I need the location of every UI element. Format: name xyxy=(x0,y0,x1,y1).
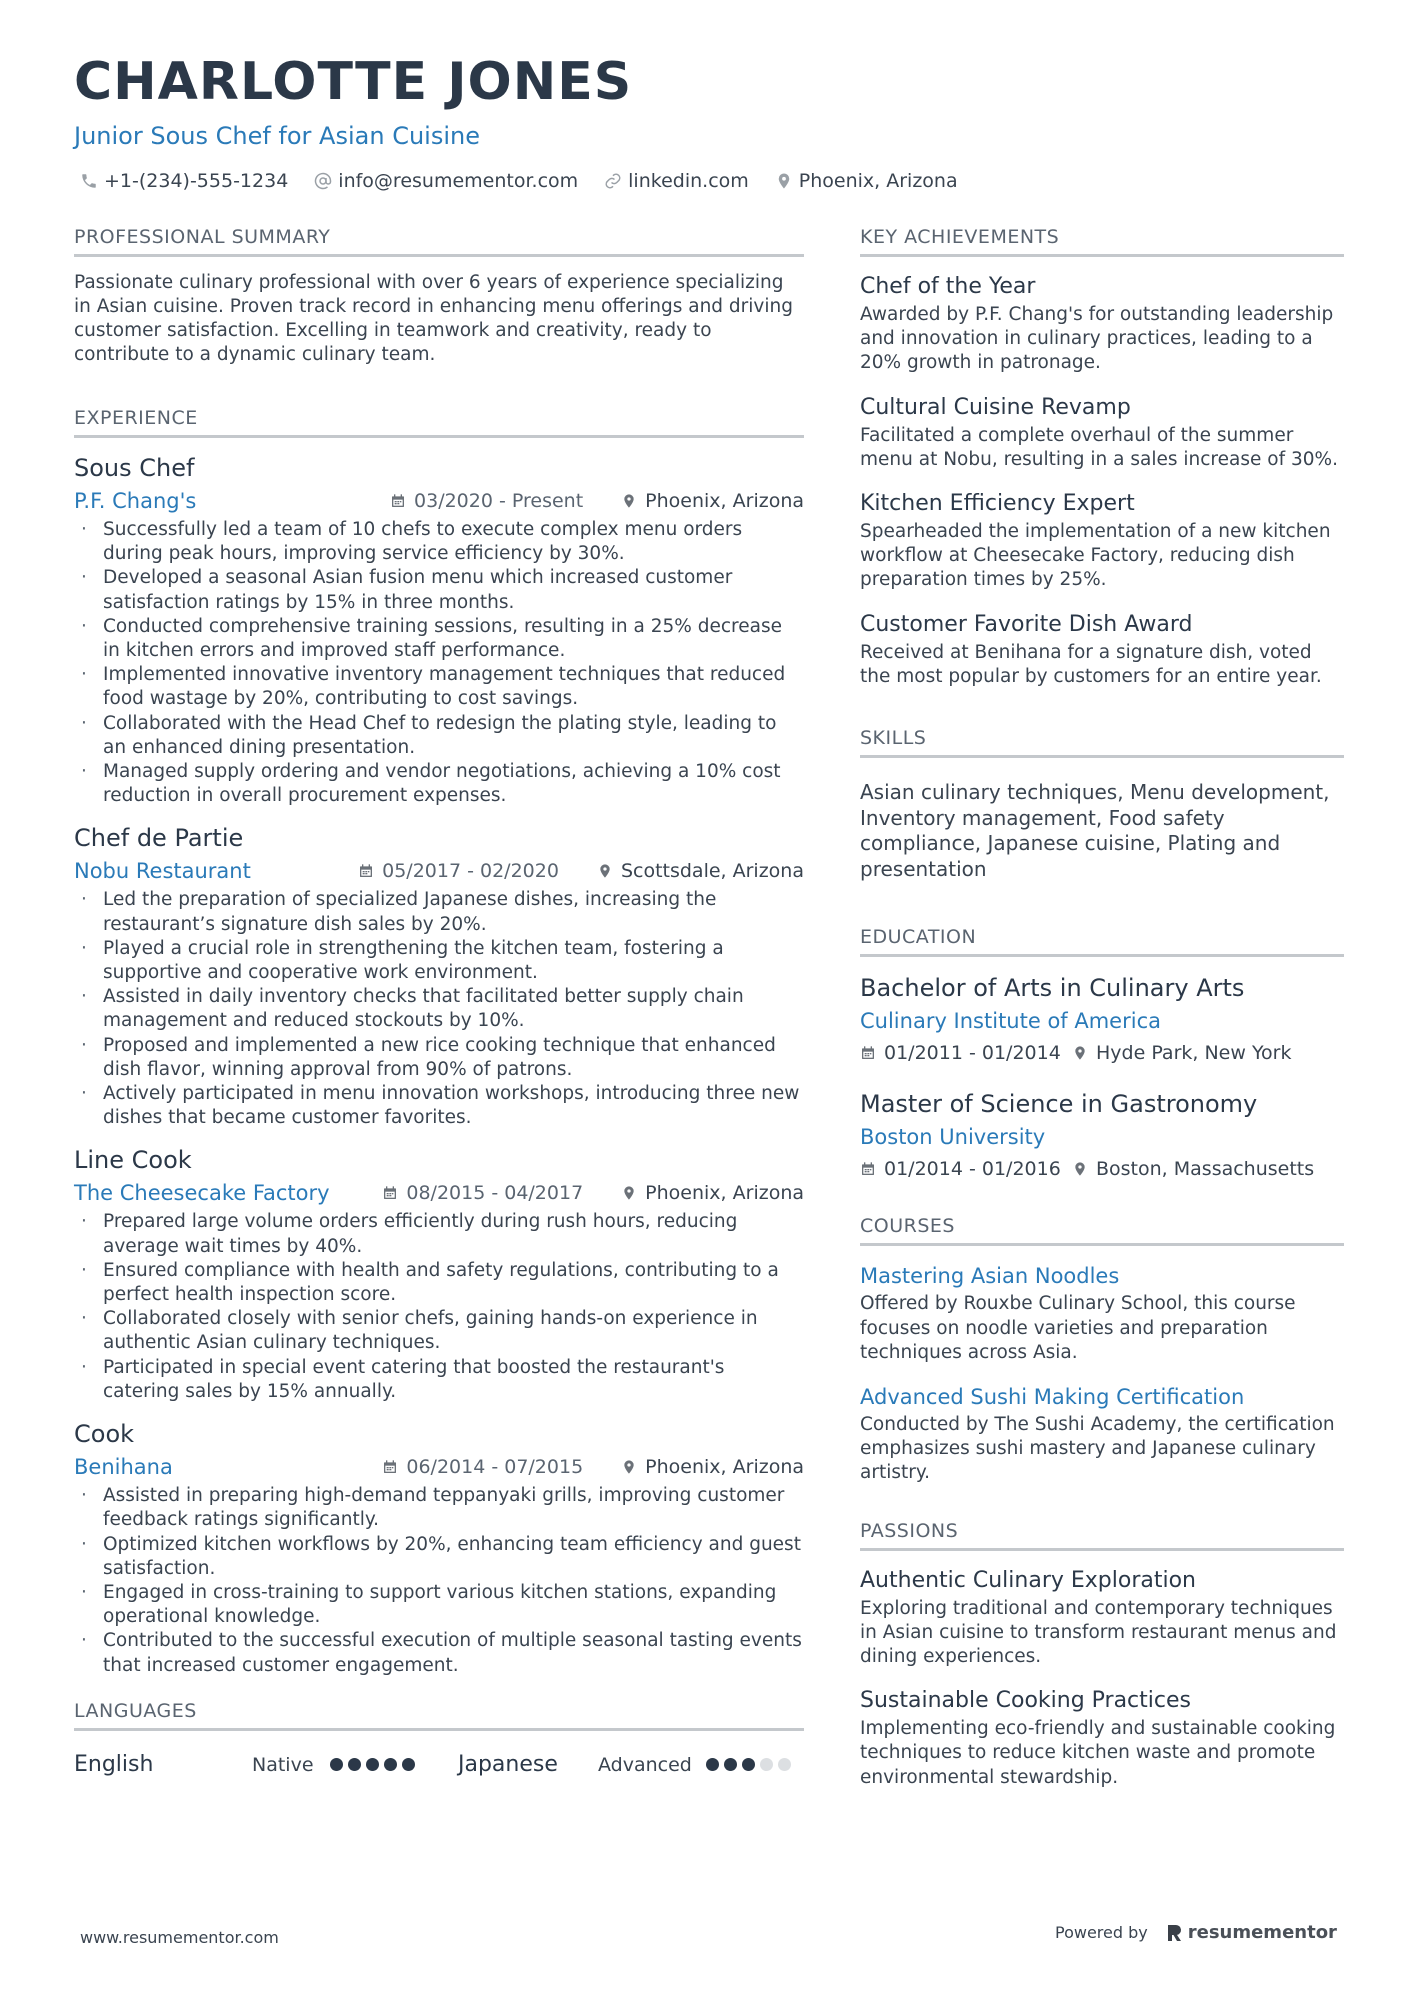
job-title: Line Cook xyxy=(74,1146,192,1175)
map-pin-icon xyxy=(621,493,637,509)
job-dates: 08/2015 - 04/2017 xyxy=(406,1182,584,1205)
education-dates: 01/2011 - 01/2014 xyxy=(884,1042,1061,1065)
job-meta-line xyxy=(74,1176,804,1210)
experience-heading: EXPERIENCE xyxy=(74,407,804,438)
brand-name: resumementor xyxy=(1187,1922,1337,1943)
rating-dot-filled xyxy=(706,1758,719,1771)
passion-desc: Exploring traditional and contemporary techniques in Asian cuisine to transform restaurant menus and dining experiences. xyxy=(860,1597,1337,1668)
job-company: P.F. Chang's xyxy=(74,489,197,513)
job-company: Nobu Restaurant xyxy=(74,859,251,884)
education-degree: Master of Science in Gastronomy xyxy=(860,1090,1258,1119)
job-bullet: · Assisted in daily inventory checks that facilitated better supply chain management and reduced stockouts by 10%. xyxy=(74,985,804,1033)
passion-item xyxy=(860,1685,1344,1790)
job-meta xyxy=(390,490,804,512)
rating-dot-filled xyxy=(330,1758,343,1771)
job-title: Cook xyxy=(74,1420,135,1449)
job-bullet: · Participated in special event catering that boosted the restaurant's catering sales by 15% annually. xyxy=(74,1356,804,1404)
achievement-item xyxy=(860,488,1344,593)
course-desc: Offered by Rouxbe Culinary School, this course focuses on noodle varieties and preparation techniques across Asia. xyxy=(860,1293,1296,1363)
job-entry xyxy=(74,1418,804,1678)
courses-list xyxy=(860,1260,1344,1485)
job-bullet: · Developed a seasonal Asian fusion menu which increased customer satisfaction ratings by 15% in three months. xyxy=(74,566,804,614)
rating-dot-empty xyxy=(778,1758,791,1771)
passion-title: Sustainable Cooking Practices xyxy=(860,1688,1191,1714)
calendar-icon xyxy=(390,493,406,509)
experience-list xyxy=(74,452,804,1678)
education-dates: 01/2014 - 01/2016 xyxy=(884,1158,1061,1181)
job-dates: 05/2017 - 02/2020 xyxy=(382,860,559,883)
calendar-icon xyxy=(382,1459,398,1475)
job-bullet: · Successfully led a team of 10 chefs to execute complex menu orders during peak hours, improving service efficiency by 30%. xyxy=(74,518,804,566)
map-pin-icon xyxy=(1072,1045,1088,1061)
at-icon xyxy=(314,172,332,190)
job-entry xyxy=(74,452,804,808)
job-bullet: · Actively participated in menu innovation workshops, introducing three new dishes that became customer favorites. xyxy=(74,1082,804,1130)
right-column xyxy=(860,226,1344,1806)
job-bullets xyxy=(74,518,804,808)
contact-email[interactable] xyxy=(314,170,578,192)
rating-dot-filled xyxy=(402,1758,415,1771)
achievements-heading: KEY ACHIEVEMENTS xyxy=(860,226,1344,257)
candidate-title: Junior Sous Chef for Asian Cuisine xyxy=(74,122,480,150)
footer-website[interactable]: www.resumementor.com xyxy=(80,1928,279,1947)
education-location: Hyde Park, New York xyxy=(1096,1042,1292,1065)
job-meta xyxy=(358,860,804,882)
achievement-desc: Received at Benihana for a signature dish, voted the most popular by customers for an entire year. xyxy=(860,641,1322,687)
phone-icon xyxy=(80,172,98,190)
achievement-desc: Awarded by P.F. Chang's for outstanding leadership and innovation in culinary practices, leading to a 20% growth in patronage. xyxy=(860,304,1334,374)
languages-heading: LANGUAGES xyxy=(74,1700,804,1731)
skills-text: Asian culinary techniques, Menu development, Inventory management, Food safety compliance, Japanese cuisine, Plating and presentation xyxy=(860,780,1330,881)
passion-desc: Implementing eco-friendly and sustainable cooking techniques to reduce kitchen waste and promote environmental stewardship. xyxy=(860,1718,1336,1788)
map-pin-icon xyxy=(621,1459,637,1475)
education-item xyxy=(860,971,1344,1069)
brand-logo[interactable] xyxy=(1166,1922,1337,1943)
course-item xyxy=(860,1381,1344,1486)
job-location: Phoenix, Arizona xyxy=(645,1182,804,1205)
resumementor-logo-icon xyxy=(1166,1923,1184,1943)
map-pin-icon xyxy=(775,172,793,190)
job-meta-line xyxy=(74,484,804,518)
calendar-icon xyxy=(860,1161,876,1177)
job-meta xyxy=(382,1182,804,1204)
footer-powered xyxy=(1055,1922,1337,1943)
linkedin-text: linkedin.com xyxy=(628,170,749,192)
rating-dot-filled xyxy=(384,1758,397,1771)
job-bullet: · Managed supply ordering and vendor negotiations, achieving a 10% cost reduction in overall procurement expenses. xyxy=(74,760,804,808)
job-bullet: · Ensured compliance with health and safety regulations, contributing to a perfect health inspection score. xyxy=(74,1259,804,1307)
summary-text: Passionate culinary professional with over 6 years of experience specializing in Asian cuisine. Proven track record in enhancing menu offerings and driving customer satisfaction. Excelling in teamwork and creativity, ready to contribute to a dynamic culinary team. xyxy=(74,272,793,365)
job-bullet: · Proposed and implemented a new rice cooking technique that enhanced dish flavor, winning approval from 90% of patrons. xyxy=(74,1034,804,1082)
calendar-icon xyxy=(382,1185,398,1201)
passion-title: Authentic Culinary Exploration xyxy=(860,1567,1197,1593)
course-title: Mastering Asian Noodles xyxy=(860,1264,1120,1289)
education-item xyxy=(860,1087,1344,1185)
job-meta-line xyxy=(74,854,804,888)
candidate-name: CHARLOTTE JONES xyxy=(74,52,633,112)
map-pin-icon xyxy=(1072,1161,1088,1177)
language-level: Advanced xyxy=(598,1753,692,1776)
language-level: Native xyxy=(252,1753,314,1776)
achievement-desc: Spearheaded the implementation of a new kitchen workflow at Cheesecake Factory, reducing dish preparation times by 25%. xyxy=(860,521,1331,591)
courses-heading: COURSES xyxy=(860,1215,1344,1246)
contact-phone[interactable] xyxy=(80,170,288,192)
link-icon xyxy=(604,172,622,190)
job-bullet: · Led the preparation of specialized Japanese dishes, increasing the restaurant’s signature dish sales by 20%. xyxy=(74,888,804,936)
job-title: Sous Chef xyxy=(74,454,195,482)
contact-linkedin[interactable] xyxy=(604,170,749,192)
achievement-title: Chef of the Year xyxy=(860,274,1036,299)
calendar-icon xyxy=(358,863,374,879)
contact-location xyxy=(775,170,958,192)
education-list xyxy=(860,971,1344,1185)
job-location: Phoenix, Arizona xyxy=(645,490,804,512)
language-name: Japanese xyxy=(458,1752,558,1778)
map-pin-icon xyxy=(621,1185,637,1201)
job-meta-line xyxy=(74,1450,804,1484)
achievement-item xyxy=(860,609,1344,689)
email-text: info@resumementor.com xyxy=(338,170,579,192)
skills-heading: SKILLS xyxy=(860,727,1344,758)
education-school: Boston University xyxy=(860,1125,1046,1150)
achievement-desc: Facilitated a complete overhaul of the summer menu at Nobu, resulting in a sales increase of 30%. xyxy=(860,424,1338,470)
job-location: Scottsdale, Arizona xyxy=(620,860,804,883)
powered-by-text: Powered by xyxy=(1055,1923,1148,1942)
job-bullet: · Collaborated closely with senior chefs, gaining hands-on experience in authentic Asian culinary techniques. xyxy=(74,1307,804,1355)
map-pin-icon xyxy=(597,863,613,879)
job-entry xyxy=(74,1144,804,1404)
language-rating xyxy=(706,1758,791,1771)
education-meta xyxy=(860,1037,1344,1069)
rating-dot-filled xyxy=(724,1758,737,1771)
rating-dot-filled xyxy=(348,1758,361,1771)
job-bullet: · Implemented innovative inventory management techniques that reduced food wastage by 20%, contributing to cost savings. xyxy=(74,663,804,711)
job-meta xyxy=(382,1456,804,1478)
job-bullet: · Prepared large volume orders efficiently during rush hours, reducing average wait times by 40%. xyxy=(74,1210,804,1258)
passions-list xyxy=(860,1565,1344,1790)
education-school: Culinary Institute of America xyxy=(860,1009,1161,1034)
language-name: English xyxy=(74,1752,154,1778)
contact-bar xyxy=(80,170,958,192)
job-location: Phoenix, Arizona xyxy=(645,1456,804,1479)
job-bullets xyxy=(74,1484,804,1678)
achievement-title: Customer Favorite Dish Award xyxy=(860,611,1193,637)
job-bullet: · Played a crucial role in strengthening the kitchen team, fostering a supportive and cooperative work environment. xyxy=(74,937,804,985)
rating-dot-filled xyxy=(742,1758,755,1771)
job-company: Benihana xyxy=(74,1455,173,1480)
achievement-title: Cultural Cuisine Revamp xyxy=(860,394,1131,420)
education-degree: Bachelor of Arts in Culinary Arts xyxy=(860,974,1245,1003)
language-rating xyxy=(330,1758,458,1771)
left-column xyxy=(74,226,804,1785)
job-bullets xyxy=(74,1210,804,1404)
summary-heading: PROFESSIONAL SUMMARY xyxy=(74,226,804,257)
passions-heading: PASSIONS xyxy=(860,1520,1344,1551)
achievement-item xyxy=(860,271,1344,376)
job-bullet: · Collaborated with the Head Chef to redesign the plating style, leading to an enhanced dining presentation. xyxy=(74,712,804,760)
location-text: Phoenix, Arizona xyxy=(798,170,958,192)
languages-row xyxy=(74,1745,804,1785)
job-bullet: · Optimized kitchen workflows by 20%, enhancing team efficiency and guest satisfaction. xyxy=(74,1533,804,1581)
course-title: Advanced Sushi Making Certification xyxy=(860,1385,1245,1410)
job-bullets xyxy=(74,888,804,1130)
education-heading: EDUCATION xyxy=(860,926,1344,957)
languages-section xyxy=(74,1700,804,1785)
job-title: Chef de Partie xyxy=(74,824,244,853)
job-dates: 03/2020 - Present xyxy=(414,490,584,512)
achievement-item xyxy=(860,392,1344,472)
job-company: The Cheesecake Factory xyxy=(74,1181,330,1206)
calendar-icon xyxy=(860,1045,876,1061)
course-desc: Conducted by The Sushi Academy, the certification emphasizes sushi mastery and Japanese culinary artistry. xyxy=(860,1414,1335,1484)
achievements-list xyxy=(860,271,1344,689)
job-bullet: · Contributed to the successful execution of multiple seasonal tasting events that increased customer engagement. xyxy=(74,1629,804,1677)
job-bullet: · Assisted in preparing high-demand teppanyaki grills, improving customer feedback ratings significantly. xyxy=(74,1484,804,1532)
education-location: Boston, Massachusetts xyxy=(1096,1158,1315,1181)
passion-item xyxy=(860,1565,1344,1670)
job-dates: 06/2014 - 07/2015 xyxy=(406,1456,584,1479)
rating-dot-filled xyxy=(366,1758,379,1771)
course-item xyxy=(860,1260,1344,1365)
job-entry xyxy=(74,822,804,1130)
achievement-title: Kitchen Efficiency Expert xyxy=(860,491,1135,517)
rating-dot-empty xyxy=(760,1758,773,1771)
job-bullet: · Engaged in cross-training to support various kitchen stations, expanding operational knowledge. xyxy=(74,1581,804,1629)
job-bullet: · Conducted comprehensive training sessions, resulting in a 25% decrease in kitchen errors and improved staff performance. xyxy=(74,615,804,663)
education-meta xyxy=(860,1153,1344,1185)
phone-text: +1-(234)-555-1234 xyxy=(104,170,289,192)
